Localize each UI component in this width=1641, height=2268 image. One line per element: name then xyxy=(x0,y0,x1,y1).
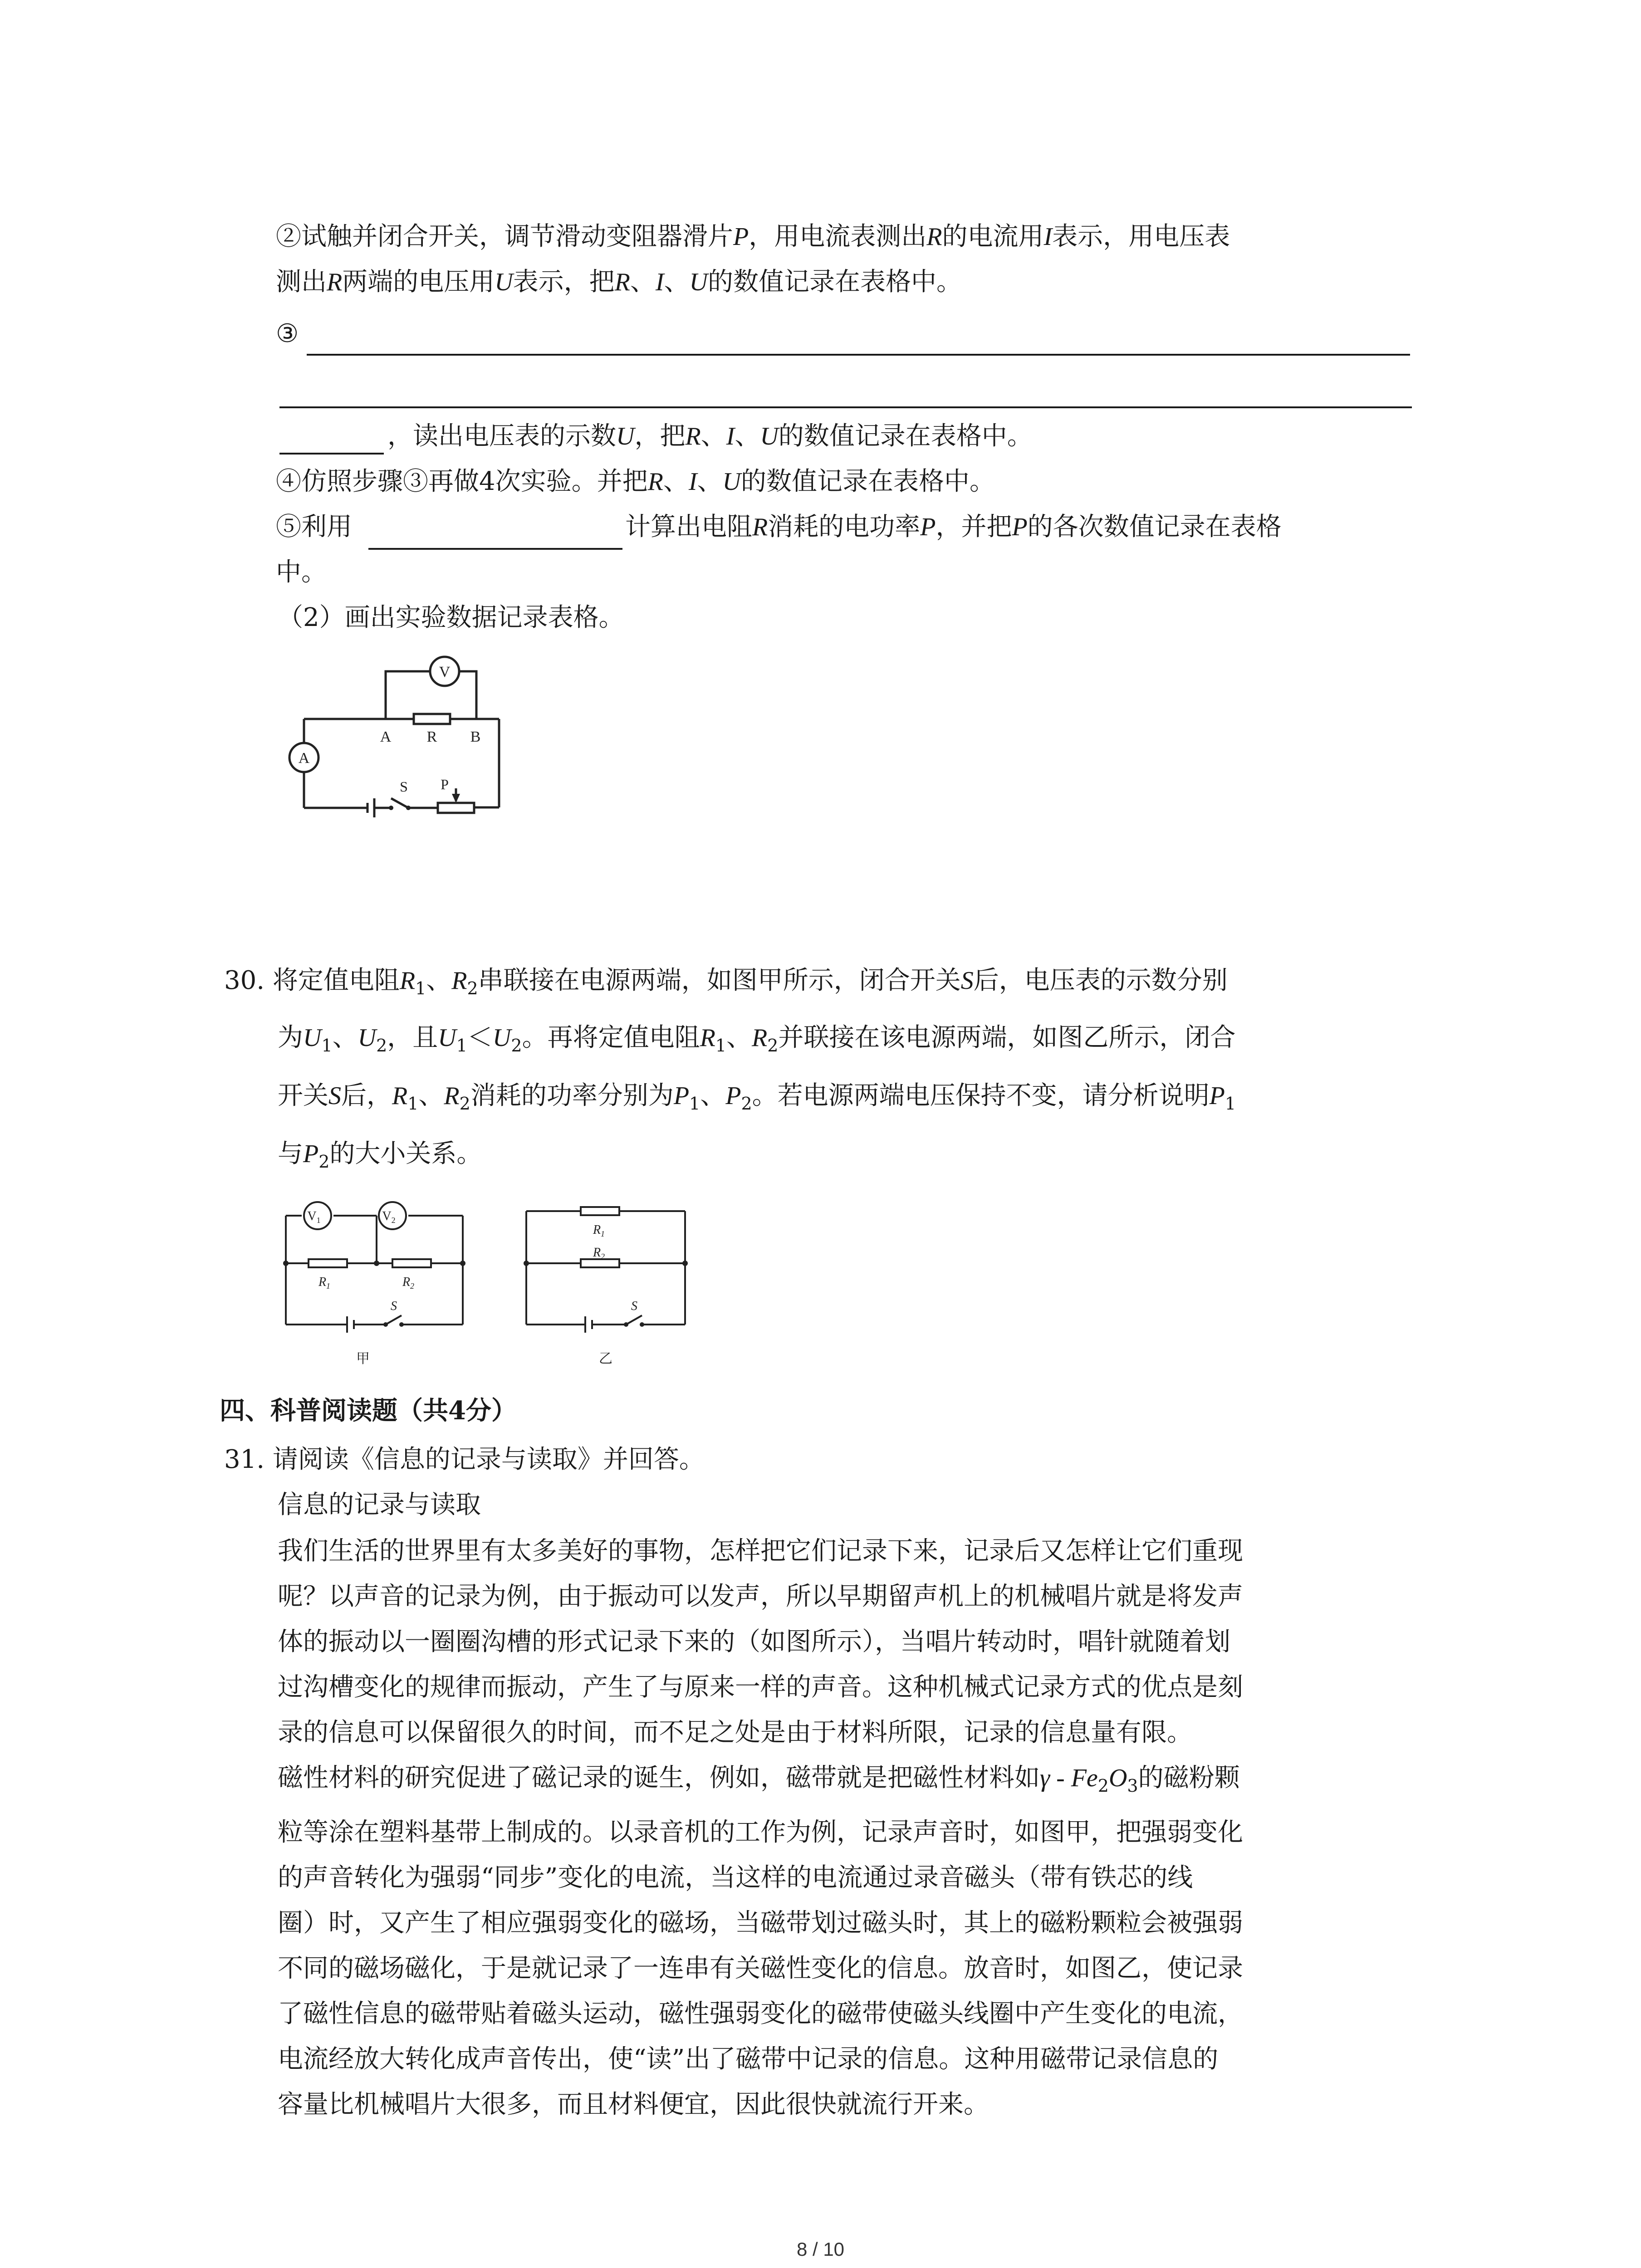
var-r: R xyxy=(926,223,942,251)
text: 信息的记录与读取 xyxy=(278,1490,481,1520)
text: ，并把 xyxy=(936,512,1012,542)
q31-p2-8 xyxy=(278,2092,989,2117)
q31-p2-3 xyxy=(278,1865,1193,1891)
var-u: U xyxy=(438,1024,456,1052)
q30-line1 xyxy=(224,966,1228,998)
node-a-label: A xyxy=(380,728,392,745)
text: 为 xyxy=(278,1023,303,1052)
text: 。若电源两端电压保持不变，请分析说明 xyxy=(752,1081,1210,1110)
step2-line1 xyxy=(276,224,1230,249)
text: 后， xyxy=(341,1081,392,1110)
subscript: 2 xyxy=(511,1036,522,1056)
var-r: R xyxy=(752,513,768,541)
text: ＜ xyxy=(467,1023,493,1052)
text: 计算出电阻 xyxy=(625,512,752,542)
step5-line1-b xyxy=(625,514,1282,540)
text: 不同的磁场磁化，于是就记录了一连串有关磁性变化的信息。放音时，如图乙，使记录 xyxy=(278,1954,1243,1983)
v2-label: $V_2$ xyxy=(382,1209,396,1225)
subscript: 1 xyxy=(689,1094,700,1114)
r2-label: $R_2$ xyxy=(402,1275,415,1290)
var-r: R xyxy=(451,967,467,995)
var-i: I xyxy=(726,422,735,450)
r2-label-yi: $R_2$ xyxy=(593,1246,605,1261)
step4 xyxy=(276,469,995,494)
text: 中。 xyxy=(276,557,327,587)
var-u: U xyxy=(303,1024,322,1052)
var-i: I xyxy=(1043,223,1053,251)
subscript: 2 xyxy=(376,1036,387,1056)
text: ，把 xyxy=(634,421,686,451)
var-p: P xyxy=(303,1140,319,1168)
q31-p1-5 xyxy=(278,1720,1192,1745)
var-r: R xyxy=(392,1082,408,1110)
circuit-figure-2 xyxy=(272,1188,726,1379)
q31-p1-2 xyxy=(278,1584,1243,1609)
q31-p1-3 xyxy=(278,1629,1230,1655)
var-u: U xyxy=(358,1024,377,1052)
text: 表示，用电压表 xyxy=(1052,222,1230,251)
var-u: U xyxy=(495,268,513,296)
text: 粒等涂在塑料基带上制成的。以录音机的工作为例，记录声音时，如图甲，把强弱变化 xyxy=(278,1818,1243,1847)
text: 过沟槽变化的规律而振动，产生了与原来一样的声音。这种机械式记录方式的优点是刻 xyxy=(278,1672,1243,1702)
var-i: I xyxy=(688,468,697,496)
text: 的磁粉颗 xyxy=(1138,1763,1240,1793)
text: 的电流用 xyxy=(942,222,1044,251)
switch-s-label: S xyxy=(400,778,408,795)
var-r: R xyxy=(751,1024,768,1052)
var-p: P xyxy=(673,1082,690,1110)
subscript: 2 xyxy=(467,978,478,998)
subscript: 2 xyxy=(459,1094,470,1114)
text: 后，电压表的示数分别 xyxy=(973,966,1228,995)
text: 磁性材料的研究促进了磁记录的诞生，例如，磁带就是把磁性材料如 xyxy=(278,1763,1040,1793)
step3-blank-3[interactable] xyxy=(279,453,384,455)
text: 我们生活的世界里有太多美好的事物，怎样把它们记录下来，记录后又怎样让它们重现 xyxy=(278,1536,1243,1566)
text: 电流经放大转化成声音传出，使“读”出了磁带中记录的信息。这种用磁带记录信息的 xyxy=(278,2044,1219,2074)
text: 并联接在该电源两端，如图乙所示，闭合 xyxy=(778,1023,1236,1052)
slider-p-label: P xyxy=(441,776,449,792)
text: 、 xyxy=(697,467,723,496)
text: 容量比机械唱片大很多，而且材料便宜，因此很快就流行开来。 xyxy=(278,2090,989,2119)
subscript: 1 xyxy=(415,978,426,998)
step3-blank-2[interactable] xyxy=(279,406,1412,408)
subscript: 1 xyxy=(407,1094,419,1114)
subscript: 2 xyxy=(741,1094,752,1114)
formula: γ - Fe xyxy=(1040,1764,1098,1792)
q31-p2-7 xyxy=(278,2044,1219,2074)
resistor-r-label: R xyxy=(426,728,437,745)
text: ，且 xyxy=(387,1023,438,1052)
subscript: 1 xyxy=(715,1036,726,1056)
q31-p2-4 xyxy=(278,1908,1243,1938)
v1-label: $V_1$ xyxy=(307,1209,321,1225)
node-b-label: B xyxy=(470,728,481,745)
text: 了磁性信息的磁带贴着磁头运动，磁性强弱变化的磁带使磁头线圈中产生变化的电流， xyxy=(278,1999,1243,2028)
section4-heading xyxy=(220,1396,517,1426)
var-p: P xyxy=(1012,513,1028,541)
var-p: P xyxy=(725,1082,741,1110)
text: 的数值记录在表格中。 xyxy=(708,267,962,297)
var-r: R xyxy=(327,268,343,296)
text: 圈）时，又产生了相应强弱变化的磁场，当磁带划过磁头时，其上的磁粉颗粒会被强弱 xyxy=(278,1908,1243,1938)
var-r: R xyxy=(614,268,630,296)
text: 、 xyxy=(664,267,690,297)
q31-intro xyxy=(224,1447,705,1472)
subscript: 1 xyxy=(1225,1094,1236,1114)
figure-jia-label: 甲 xyxy=(356,1351,370,1366)
text: 、 xyxy=(735,421,760,451)
step3-marker xyxy=(276,321,299,347)
text: ⑤利用 xyxy=(276,512,352,542)
text: 、 xyxy=(418,1081,444,1110)
text: 。再将定值电阻 xyxy=(522,1023,700,1052)
var-s: S xyxy=(960,967,974,995)
r1-label-yi: $R_1$ xyxy=(593,1223,605,1238)
switch-s-label-jia: S xyxy=(391,1299,397,1313)
q31-p1-4 xyxy=(278,1672,1243,1702)
var-r: R xyxy=(399,967,416,995)
text: 消耗的功率分别为 xyxy=(470,1081,674,1110)
text: 、 xyxy=(426,966,452,995)
subscript: 3 xyxy=(1127,1776,1138,1796)
step2-line2 xyxy=(276,269,962,295)
step3-tail xyxy=(387,421,1033,451)
text: 开关 xyxy=(278,1081,328,1110)
text: 的数值记录在表格中。 xyxy=(778,421,1033,451)
text: 的各次数值记录在表格 xyxy=(1027,512,1282,542)
subscript: 1 xyxy=(456,1036,467,1056)
text: 请阅读《信息的记录与读取》并回答。 xyxy=(272,1445,705,1474)
text: 体的振动以一圈圈沟槽的形式记录下来的（如图所示），当唱片转动时，唱针就随着划 xyxy=(278,1627,1230,1657)
text: 四、科普阅读题（共4分） xyxy=(220,1396,517,1426)
text: ③ xyxy=(276,319,299,348)
subscript: 1 xyxy=(321,1036,333,1056)
circuit-figure-1 xyxy=(272,644,544,835)
voltmeter-label: V xyxy=(439,664,451,680)
formula: O xyxy=(1108,1764,1127,1792)
text: ，用电流表测出 xyxy=(749,222,927,251)
q31-title xyxy=(278,1492,481,1518)
text: 的数值记录在表格中。 xyxy=(740,467,995,496)
text: 测出 xyxy=(276,267,327,297)
text: 、 xyxy=(700,1081,726,1110)
q31-p1-1 xyxy=(278,1536,1243,1566)
var-u: U xyxy=(492,1024,511,1052)
text: 表示，把 xyxy=(513,267,615,297)
q30-line3 xyxy=(278,1081,1236,1114)
ammeter-label: A xyxy=(298,750,310,767)
var-u: U xyxy=(616,422,635,450)
q31-p2-5 xyxy=(278,1956,1243,1981)
q31-p2-1 xyxy=(278,1763,1240,1796)
text: （2）画出实验数据记录表格。 xyxy=(278,603,624,632)
text: 的大小关系。 xyxy=(329,1139,482,1168)
text: 与 xyxy=(278,1139,303,1168)
text: 、 xyxy=(726,1023,752,1052)
q30-line4 xyxy=(278,1139,482,1172)
page-number: 8 / 10 xyxy=(796,2239,845,2260)
var-p: P xyxy=(920,513,936,541)
figure-yi-label: 乙 xyxy=(599,1351,612,1366)
text: 录的信息可以保留很久的时间，而不足之处是由于材料所限，记录的信息量有限。 xyxy=(278,1718,1192,1747)
text: 、 xyxy=(332,1023,358,1052)
var-u: U xyxy=(760,422,779,450)
var-u: U xyxy=(722,468,741,496)
subscript: 2 xyxy=(318,1152,330,1172)
text: 串联接在电源两端，如图甲所示，闭合开关 xyxy=(478,966,961,995)
text: ②试触并闭合开关，调节滑动变阻器滑片 xyxy=(276,222,733,251)
r1-label: $R_1$ xyxy=(318,1275,331,1290)
text: ，读出电压表的示数 xyxy=(387,421,616,451)
switch-s-label-yi: S xyxy=(631,1299,637,1313)
q30-line2 xyxy=(278,1023,1236,1056)
q31-p2-2 xyxy=(278,1820,1243,1845)
text: 、 xyxy=(700,421,726,451)
step5-blank[interactable] xyxy=(368,548,622,550)
text: 、 xyxy=(663,467,689,496)
step3-blank-1[interactable] xyxy=(307,354,1410,356)
text: 的声音转化为强弱“同步”变化的电流，当这样的电流通过录音磁头（带有铁芯的线 xyxy=(278,1863,1193,1892)
q31-p2-6 xyxy=(278,2001,1243,2027)
step5-line2 xyxy=(276,557,327,587)
subscript: 2 xyxy=(767,1036,779,1056)
var-r: R xyxy=(444,1082,460,1110)
step5-line1-a xyxy=(276,514,352,540)
var-r: R xyxy=(685,422,701,450)
var-p: P xyxy=(733,223,749,251)
text: ④仿照步骤③再做4次实验。并把 xyxy=(276,467,648,496)
text: 消耗的电功率 xyxy=(768,512,921,542)
var-p: P xyxy=(1209,1082,1225,1110)
question-number: 30. xyxy=(224,966,265,995)
text: 、 xyxy=(630,267,656,297)
part2-text xyxy=(278,605,624,631)
var-s: S xyxy=(328,1082,341,1110)
var-u: U xyxy=(689,268,708,296)
subscript: 2 xyxy=(1097,1776,1109,1796)
text: 两端的电压用 xyxy=(342,267,495,297)
text: 呢？以声音的记录为例，由于振动可以发声，所以早期留声机上的机械唱片就是将发声 xyxy=(278,1582,1243,1611)
var-i: I xyxy=(655,268,664,296)
var-r: R xyxy=(647,468,663,496)
question-number: 31. xyxy=(224,1445,265,1474)
var-r: R xyxy=(700,1024,715,1052)
text: 将定值电阻 xyxy=(272,966,400,995)
